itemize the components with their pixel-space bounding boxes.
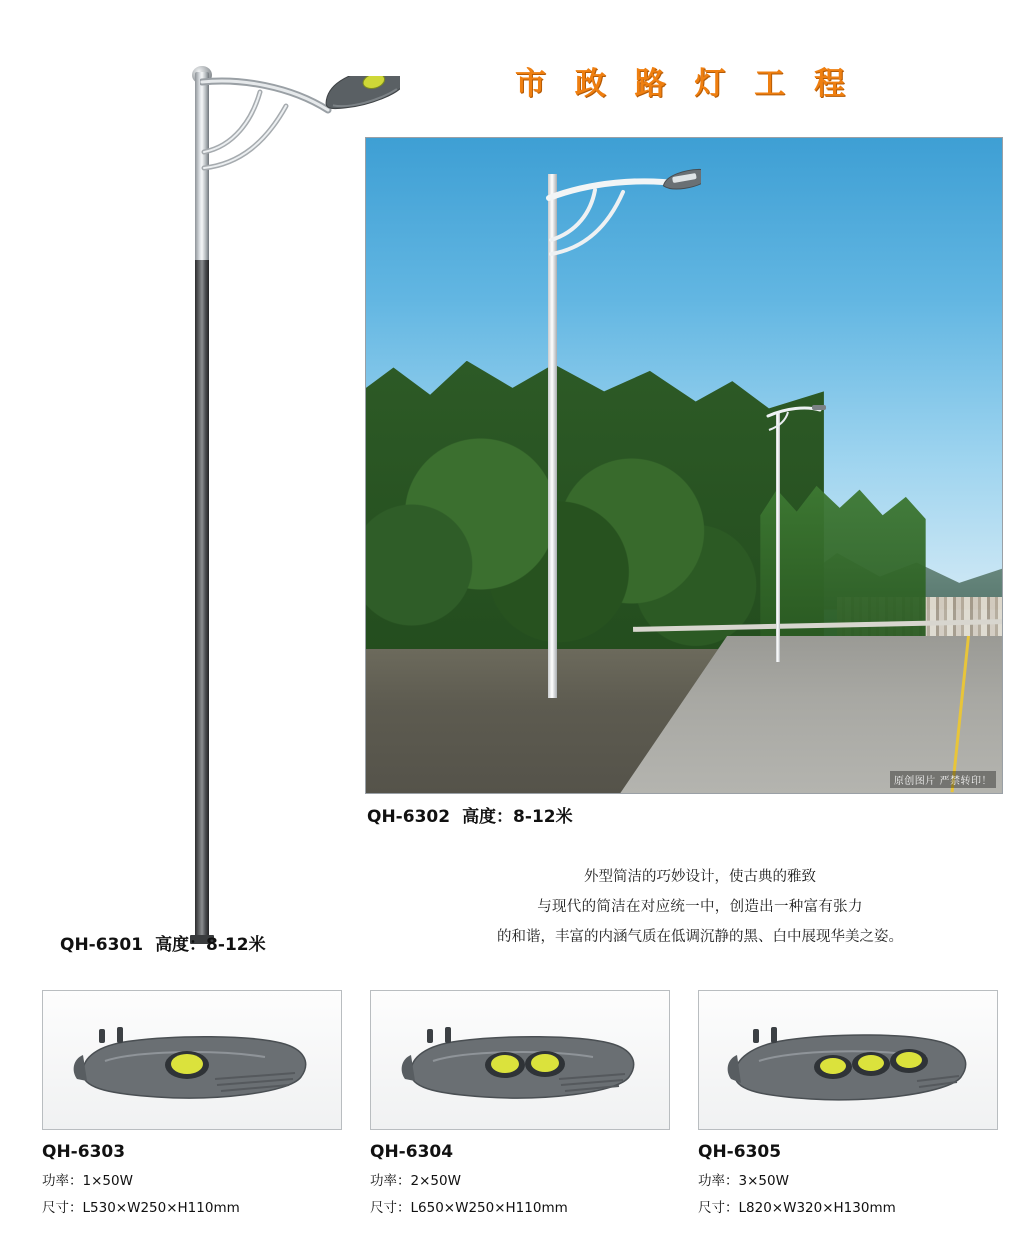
product-height-6301: 高度：8-12米 — [155, 935, 266, 955]
photo-trees-right — [760, 479, 925, 662]
caption-6302 — [367, 802, 573, 827]
product-card-list — [42, 990, 997, 1216]
street-light-illustration-6301 — [40, 20, 370, 930]
product-size-6304: 尺寸：L650×W250×H110mm — [370, 1200, 568, 1216]
product-code-6302: QH-6302 — [367, 807, 451, 827]
lamp-head-icon — [721, 1017, 976, 1118]
lamp-head-icon — [65, 1017, 320, 1118]
product-code-6305: QH-6305 — [698, 1142, 782, 1162]
pole-arm — [200, 76, 330, 181]
photo-pole-far — [776, 413, 780, 662]
description-line-1: 外型简洁的巧妙设计，使古典的雅致 — [584, 869, 816, 885]
product-image-6305 — [698, 990, 998, 1130]
description-paragraph — [400, 862, 1000, 952]
caption-6301 — [60, 930, 266, 955]
product-code-6301: QH-6301 — [60, 935, 144, 955]
main-photo-6302 — [365, 137, 1003, 794]
product-card-6305 — [698, 990, 998, 1216]
product-size-6303: 尺寸：L530×W250×H110mm — [42, 1200, 240, 1216]
product-code-6303: QH-6303 — [42, 1142, 126, 1162]
photo-watermark: 原创图片 严禁转印！ — [890, 771, 996, 788]
product-size-6305: 尺寸：L820×W320×H130mm — [698, 1200, 896, 1216]
description-line-3: 的和谐，丰富的内涵气质在低调沉静的黑、白中展现华美之姿。 — [497, 929, 903, 945]
product-card-6304 — [370, 990, 670, 1216]
product-power-6303: 功率：1×50W — [42, 1173, 133, 1189]
description-line-2: 与现代的简洁在对应统一中，创造出一种富有张力 — [537, 899, 863, 915]
product-height-6302: 高度：8-12米 — [462, 807, 573, 827]
product-power-6304: 功率：2×50W — [370, 1173, 461, 1189]
product-code-6304: QH-6304 — [370, 1142, 454, 1162]
product-image-6303 — [42, 990, 342, 1130]
product-card-6303 — [42, 990, 342, 1216]
lamp-head-icon — [393, 1017, 648, 1118]
product-power-6305: 功率：3×50W — [698, 1173, 789, 1189]
pole-shaft-lower — [195, 260, 209, 940]
product-image-6304 — [370, 990, 670, 1130]
page-title: 市 政 路 灯 工 程 — [515, 66, 854, 102]
